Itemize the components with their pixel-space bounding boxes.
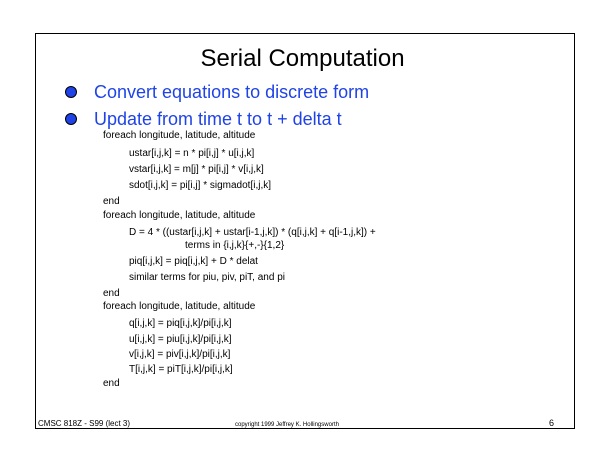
code-line: end bbox=[103, 288, 120, 299]
code-line: sdot[i,j,k] = pi[i,j] * sigmadot[i,j,k] bbox=[129, 180, 271, 191]
footer-course: CMSC 818Z - S99 (lect 3) bbox=[38, 419, 131, 428]
code-line: piq[i,j,k] = piq[i,j,k] + D * delat bbox=[129, 256, 258, 267]
code-line: ustar[i,j,k] = n * pi[i,j] * u[i,j,k] bbox=[129, 148, 255, 159]
bullet-text: Update from time t to t + delta t bbox=[94, 108, 342, 129]
bullet-item bbox=[65, 107, 342, 131]
bullet-dot-icon bbox=[65, 86, 77, 98]
page-number: 6 bbox=[549, 418, 555, 428]
code-line: similar terms for piu, piv, piT, and pi bbox=[129, 272, 285, 283]
bullet-text: Convert equations to discrete form bbox=[94, 81, 370, 102]
code-line: end bbox=[103, 196, 120, 207]
code-line: q[i,j,k] = piq[i,j,k]/pi[i,j,k] bbox=[129, 318, 232, 329]
code-line: T[i,j,k] = piT[i,j,k]/pi[i,j,k] bbox=[129, 364, 233, 375]
code-line: end bbox=[103, 378, 120, 389]
code-line: v[i,j,k] = piv[i,j,k]/pi[i,j,k] bbox=[129, 349, 231, 360]
code-line: D = 4 * ((ustar[i,j,k] + ustar[i-1,j,k]) * (q[i,j,k] + q[i-1,j,k]) + bbox=[129, 227, 376, 238]
code-line: foreach longitude, latitude, altitude bbox=[103, 210, 256, 221]
bullet-item bbox=[65, 80, 369, 104]
footer-copyright: copyright 1999 Jeffrey K. Hollingsworth bbox=[235, 422, 339, 428]
bullet-dot-icon bbox=[65, 113, 77, 125]
code-line: terms in {i,j,k}{+,-}{1,2} bbox=[185, 240, 285, 251]
code-line: foreach longitude, latitude, altitude bbox=[103, 301, 256, 312]
slide-title: Serial Computation bbox=[200, 45, 405, 72]
code-line: vstar[i,j,k] = m[j] * pi[i,j] * v[i,j,k] bbox=[129, 164, 264, 175]
code-line: foreach longitude, latitude, altitude bbox=[103, 130, 256, 141]
code-line: u[i,j,k] = piu[i,j,k]/pi[i,j,k] bbox=[129, 334, 232, 345]
